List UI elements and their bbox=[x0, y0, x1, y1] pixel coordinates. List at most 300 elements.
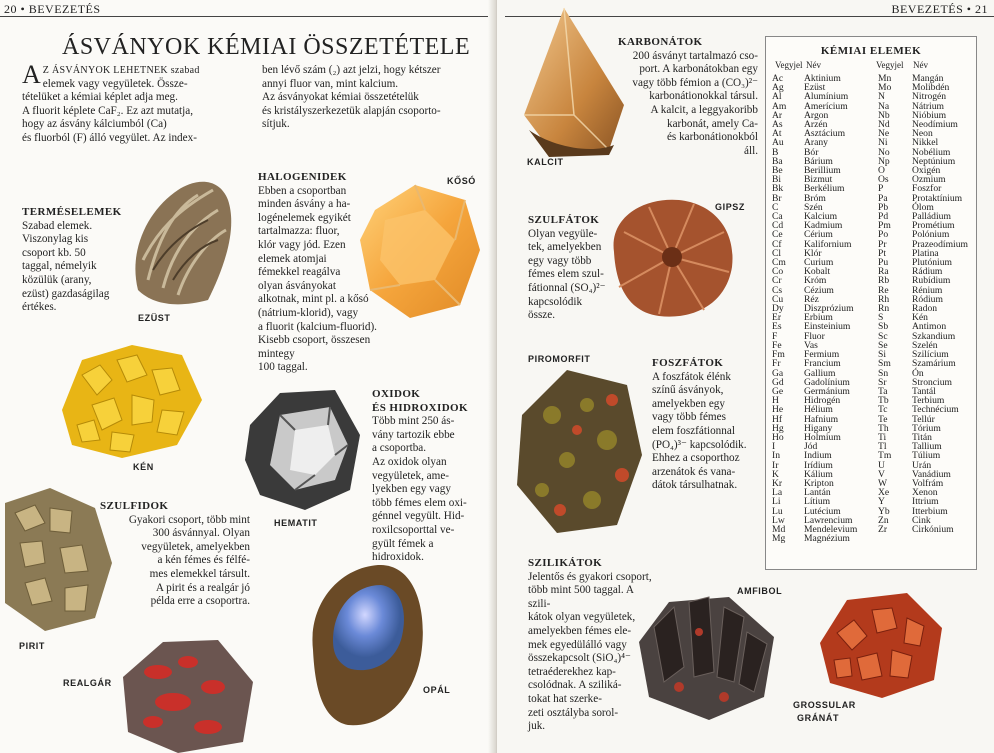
karbonatok-heading: KARBONÁTOK bbox=[618, 36, 703, 48]
label-ezust: EZÜST bbox=[138, 313, 171, 323]
element-name-line: Einsteinium bbox=[804, 321, 851, 333]
element-symbol-line: Sr bbox=[878, 376, 887, 388]
element-symbol-line: Mo bbox=[878, 82, 892, 94]
table-header-name-2: Név bbox=[913, 60, 928, 70]
element-symbol-line: Sc bbox=[878, 330, 888, 342]
element-name-line: Lítium bbox=[804, 496, 831, 508]
element-symbol-line: Yb bbox=[878, 505, 890, 517]
element-symbol-line: Au bbox=[772, 137, 784, 149]
foszfatok-heading: FOSZFÁTOK bbox=[652, 357, 724, 369]
kalcit-image bbox=[519, 5, 631, 160]
ezust-image bbox=[118, 170, 243, 310]
oxidok-line: gyült fémek a bbox=[372, 537, 434, 550]
element-symbol-line: Pu bbox=[878, 257, 889, 269]
element-symbol-line: Ga bbox=[772, 367, 784, 379]
element-symbol-line: Ba bbox=[772, 155, 783, 167]
element-name-line: Neodímium bbox=[912, 119, 958, 131]
element-symbol-line: Nd bbox=[878, 119, 890, 131]
element-name-line: Túlium bbox=[912, 450, 941, 462]
element-name-line: Vanádium bbox=[912, 468, 951, 480]
element-symbol-line: Tm bbox=[878, 450, 892, 462]
szilikatok-line: csolódnak. A sziliká- bbox=[528, 679, 622, 692]
element-name-line: Cink bbox=[912, 514, 931, 526]
element-symbol-line: Ar bbox=[772, 109, 783, 121]
element-symbol-line: Cr bbox=[772, 275, 782, 287]
element-name-line: Ón bbox=[912, 367, 924, 379]
element-name-line: Stroncium bbox=[912, 376, 952, 388]
szilikatok-line: összekapcsolt (SiO₄)⁴⁻ bbox=[528, 652, 631, 665]
element-symbol-line: Hg bbox=[772, 422, 784, 434]
table-col2-symbols bbox=[878, 74, 891, 534]
intro-col2-line: és kristályszerkezetük alapján csoporto- bbox=[262, 104, 441, 117]
element-name-line: Hafnium bbox=[804, 413, 839, 425]
element-symbol-line: Pa bbox=[878, 192, 888, 204]
karbonatok-line: vagy több fémion a (CO₃)²⁻ bbox=[632, 76, 758, 89]
element-name-line: Rénium bbox=[912, 284, 943, 296]
label-amfibol: AMFIBOL bbox=[737, 586, 783, 596]
element-symbol-line: Si bbox=[878, 349, 887, 361]
element-symbol-line: He bbox=[772, 404, 784, 416]
element-name-line: Gallium bbox=[804, 367, 836, 379]
element-symbol-line: Ta bbox=[878, 385, 888, 397]
szulfatok-line: Olyan vegyüle- bbox=[528, 227, 598, 240]
table-col1-names bbox=[804, 74, 857, 543]
oxidok-heading-1: OXIDOK bbox=[372, 388, 421, 400]
oxidok-line: több fémes elem oxi- bbox=[372, 496, 467, 509]
page-title: ÁSVÁNYOK KÉMIAI ÖSSZETÉTELE bbox=[62, 34, 471, 60]
karbonatok-line: A kalcit, a leggyakoribb bbox=[650, 103, 758, 116]
element-name-line: Fluor bbox=[804, 330, 825, 342]
element-name-line: Tantál bbox=[912, 385, 936, 397]
szilikatok-line: több mint 500 taggal. A szili- bbox=[528, 584, 634, 610]
element-symbol-line: Cl bbox=[772, 247, 782, 259]
element-symbol-line: Rh bbox=[878, 293, 890, 305]
oxidok-line: génnel vegyült. Hid- bbox=[372, 510, 465, 523]
intro-column-1 bbox=[22, 60, 250, 146]
koso-image bbox=[355, 180, 485, 320]
table-title: KÉMIAI ELEMEK bbox=[820, 45, 922, 57]
element-name-line: Kripton bbox=[804, 477, 834, 489]
szulfatok-line: kapcsolódik bbox=[528, 295, 583, 308]
intro-col2-line: sítjuk. bbox=[262, 118, 290, 131]
oxidok-line: a csoportba. bbox=[372, 442, 427, 455]
right-running-head: BEVEZETÉS • 21 bbox=[891, 2, 988, 16]
label-realgar: REALGÁR bbox=[63, 678, 112, 688]
element-symbol-line: Re bbox=[878, 284, 889, 296]
element-name-line: Titán bbox=[912, 431, 932, 443]
element-name-line: Bróm bbox=[804, 192, 826, 204]
element-name-line: Tallium bbox=[912, 441, 942, 453]
element-name-line: Bárium bbox=[804, 155, 833, 167]
halogenidek-line: fémekkel reagálva bbox=[258, 266, 341, 279]
element-symbol-line: Ag bbox=[772, 82, 784, 94]
element-symbol-line: Li bbox=[772, 496, 781, 508]
element-name-line: Asztácium bbox=[804, 128, 846, 140]
halogenidek-heading: HALOGENIDEK bbox=[258, 171, 347, 183]
element-name-line: Ozmium bbox=[912, 174, 946, 186]
oxidok-line: hidroxidok. bbox=[372, 551, 424, 564]
foszfatok-line: Ehhez a csoporthoz bbox=[652, 452, 740, 465]
element-symbol-line: Po bbox=[878, 229, 889, 241]
left-running-head: 20 • BEVEZETÉS bbox=[4, 2, 101, 16]
element-symbol-line: Fm bbox=[772, 349, 785, 361]
termeselemek-heading: TERMÉSELEMEK bbox=[22, 206, 122, 218]
element-name-line: Protaktínium bbox=[912, 192, 963, 204]
halogenidek-line: Ebben a csoportban bbox=[258, 184, 347, 197]
halogenidek-line: Kisebb csoport, összesen mintegy bbox=[258, 334, 371, 360]
element-symbol-line: As bbox=[772, 119, 783, 131]
element-symbol-line: N bbox=[878, 91, 885, 103]
element-symbol-line: Sm bbox=[878, 358, 891, 370]
element-symbol-line: Xe bbox=[878, 487, 890, 499]
element-name-line: Erbium bbox=[804, 312, 833, 324]
element-name-line: Kálium bbox=[804, 468, 833, 480]
element-name-line: Prométium bbox=[912, 220, 955, 232]
element-name-line: Platina bbox=[912, 247, 939, 259]
element-name-line: Alumínium bbox=[804, 91, 849, 103]
element-name-line: Nikkel bbox=[912, 137, 939, 149]
element-name-line: Szilícium bbox=[912, 349, 949, 361]
element-name-line: Antimon bbox=[912, 321, 947, 333]
hematit-image bbox=[240, 385, 365, 515]
label-grossular-2: GRÁNÁT bbox=[797, 713, 840, 723]
element-symbol-line: Rn bbox=[878, 303, 890, 315]
element-symbol-line: Pr bbox=[878, 238, 887, 250]
szulfidok-line: a kén fémes és félfé- bbox=[157, 554, 250, 567]
karbonatok-line: és karbonátionokból bbox=[666, 131, 758, 144]
element-name-line: Palládium bbox=[912, 211, 951, 223]
label-koso: KŐSÓ bbox=[447, 176, 476, 186]
left-head-rule bbox=[0, 16, 488, 17]
element-symbol-line: Th bbox=[878, 422, 889, 434]
intro-col1-line: A fluorit képlete CaF₂. Ez azt mutatja, bbox=[22, 104, 194, 117]
element-symbol-line: P bbox=[878, 183, 884, 195]
label-ken: KÉN bbox=[133, 462, 154, 472]
element-name-line: Argon bbox=[804, 109, 829, 121]
halogenidek-line: klór vagy jód. Ezen bbox=[258, 238, 346, 251]
halogenidek-line: elemek atomjai bbox=[258, 252, 327, 265]
element-symbol-line: Dy bbox=[772, 303, 784, 315]
szulfidok-line: Gyakori csoport, több mint bbox=[128, 513, 250, 526]
element-name-line: Szkandium bbox=[912, 330, 956, 342]
chemical-elements-table bbox=[765, 36, 977, 570]
oxidok-block bbox=[372, 388, 488, 565]
foszfatok-block bbox=[652, 357, 782, 493]
element-name-line: Nitrogén bbox=[912, 91, 947, 103]
element-name-line: Hidrogén bbox=[804, 395, 841, 407]
element-name-line: Berillium bbox=[804, 165, 841, 177]
szulfidok-block bbox=[100, 500, 250, 609]
element-symbol-line: At bbox=[772, 128, 782, 140]
element-name-line: Holmium bbox=[804, 431, 841, 443]
element-symbol-line: Am bbox=[772, 100, 787, 112]
halogenidek-line: minden ásvány a ha- bbox=[258, 198, 351, 211]
element-symbol-line: Os bbox=[878, 174, 889, 186]
element-symbol-line: V bbox=[878, 468, 885, 480]
foszfatok-line: (PO₄)³⁻ kapcsolódik. bbox=[652, 438, 747, 451]
element-symbol-line: Mn bbox=[878, 73, 892, 84]
element-name-line: Bizmut bbox=[804, 174, 833, 186]
element-name-line: Nátrium bbox=[912, 100, 944, 112]
element-symbol-line: U bbox=[878, 459, 885, 471]
element-name-line: Amerícium bbox=[804, 100, 848, 112]
termeselemek-line: értékes. bbox=[22, 301, 57, 314]
foszfatok-line: amelyekben egy bbox=[652, 397, 725, 410]
table-header-symbol-1: Vegyjel bbox=[775, 60, 803, 70]
element-symbol-line: In bbox=[772, 450, 780, 462]
foszfatok-line: színű ásványok, bbox=[652, 384, 724, 397]
element-name-line: Arzén bbox=[804, 119, 828, 131]
element-name-line: Germánium bbox=[804, 385, 850, 397]
element-name-line: Xenon bbox=[912, 487, 938, 499]
szulfidok-line: példa erre a csoportra. bbox=[150, 595, 250, 608]
pirit-image bbox=[0, 483, 115, 633]
element-name-line: Cirkónium bbox=[912, 523, 954, 535]
szulfatok-line: tek, amelyekben bbox=[528, 241, 602, 254]
element-symbol-line: Ni bbox=[878, 137, 888, 149]
element-symbol-line: Pd bbox=[878, 211, 889, 223]
karbonatok-line: karbonátionokkal társul. bbox=[649, 90, 758, 103]
element-name-line: Plutónium bbox=[912, 257, 952, 269]
element-name-line: Itterbium bbox=[912, 505, 948, 517]
element-symbol-line: Tl bbox=[878, 441, 887, 453]
realgar-image bbox=[118, 632, 258, 753]
element-name-line: Szén bbox=[804, 201, 823, 213]
element-symbol-line: Pm bbox=[878, 220, 891, 232]
element-symbol-line: Bi bbox=[772, 174, 782, 186]
element-name-line: Mangán bbox=[912, 73, 944, 84]
element-symbol-line: Ir bbox=[772, 459, 779, 471]
label-pirit: PIRIT bbox=[19, 641, 46, 651]
element-name-line: Curium bbox=[804, 257, 834, 269]
halogenidek-line: alkotnak, mint pl. a kősó bbox=[258, 293, 369, 306]
element-symbol-line: Zr bbox=[878, 523, 888, 535]
intro-col1-lines bbox=[22, 78, 250, 146]
szilikatok-line: mek egyedülálló vagy bbox=[528, 638, 627, 651]
element-name-line: Higany bbox=[804, 422, 833, 434]
element-name-line: Klór bbox=[804, 247, 822, 259]
szulfatok-line: egy vagy több bbox=[528, 254, 592, 267]
element-symbol-line: I bbox=[772, 441, 776, 453]
element-symbol-line: Be bbox=[772, 165, 783, 177]
element-symbol-line: Kr bbox=[772, 477, 783, 489]
element-symbol-line: Sn bbox=[878, 367, 889, 379]
element-symbol-line: Cf bbox=[772, 238, 782, 250]
element-symbol-line: Tb bbox=[878, 395, 889, 407]
halogenidek-line: (nátrium-klorid), vagy bbox=[258, 306, 359, 319]
grossular-image bbox=[812, 588, 947, 700]
oxidok-line: Több mint 250 ás- bbox=[372, 415, 455, 428]
element-symbol-line: Ac bbox=[772, 73, 784, 84]
element-symbol-line: Es bbox=[772, 321, 782, 333]
ken-image bbox=[52, 340, 207, 460]
szulfatok-line: fátionnal (SO₄)²⁻ bbox=[528, 281, 606, 294]
element-name-line: Magnézium bbox=[804, 533, 850, 545]
element-symbol-line: W bbox=[878, 477, 888, 489]
szilikatok-line: Jelentős és gyakori csoport, bbox=[528, 570, 652, 583]
element-name-line: Prazeodímium bbox=[912, 238, 968, 250]
element-name-line: Radon bbox=[912, 303, 938, 315]
element-name-line: Szelén bbox=[912, 339, 938, 351]
element-symbol-line: H bbox=[772, 395, 779, 407]
element-symbol-line: S bbox=[878, 312, 884, 324]
oxidok-line: roxilcsoporttal ve- bbox=[372, 523, 455, 536]
szulfatok-line: fémes elem szul- bbox=[528, 268, 604, 281]
element-symbol-line: Fr bbox=[772, 358, 781, 370]
foszfatok-line: A foszfátok élénk bbox=[652, 370, 731, 383]
szulfidok-heading: SZULFIDOK bbox=[100, 500, 169, 512]
szilikatok-line: juk. bbox=[528, 720, 546, 733]
karbonatok-line: port. A karbonátokban egy bbox=[639, 63, 758, 76]
termeselemek-line: ezüst) gazdaságilag bbox=[22, 287, 110, 300]
element-symbol-line: B bbox=[772, 146, 779, 158]
oxidok-line: vegyületek, ame- bbox=[372, 469, 450, 482]
element-symbol-line: Md bbox=[772, 523, 786, 535]
element-name-line: Ródium bbox=[912, 293, 943, 305]
element-symbol-line: Hf bbox=[772, 413, 783, 425]
label-grossular-1: GROSSULAR bbox=[793, 700, 856, 710]
element-symbol-line: Cs bbox=[772, 284, 783, 296]
element-name-line: Volfrám bbox=[912, 477, 944, 489]
element-name-line: Cérium bbox=[804, 229, 833, 241]
label-opal: OPÁL bbox=[423, 685, 451, 695]
element-name-line: Króm bbox=[804, 275, 827, 287]
element-symbol-line: Ti bbox=[878, 431, 887, 443]
element-symbol-line: La bbox=[772, 487, 783, 499]
termeselemek-line: csoport kb. 50 bbox=[22, 246, 86, 259]
intro-col2-line: Az ásványokat kémiai összetételük bbox=[262, 91, 419, 104]
table-col2-names bbox=[912, 74, 968, 534]
termeselemek-line: közülük (arany, bbox=[22, 273, 92, 286]
element-name-line: Kadmium bbox=[804, 220, 843, 232]
element-symbol-line: Tc bbox=[878, 404, 888, 416]
element-name-line: Diszprózium bbox=[804, 303, 854, 315]
element-symbol-line: Al bbox=[772, 91, 782, 103]
label-hematit: HEMATIT bbox=[274, 518, 318, 528]
element-symbol-line: Ho bbox=[772, 431, 784, 443]
karbonatok-line: áll. bbox=[744, 144, 758, 157]
element-name-line: Kén bbox=[912, 312, 928, 324]
dropcap: A bbox=[22, 60, 41, 89]
termeselemek-line: Szabad elemek. bbox=[22, 219, 93, 232]
label-piromorfit: PIROMORFIT bbox=[528, 354, 591, 364]
foszfatok-line: arzenátok és vana- bbox=[652, 465, 736, 478]
element-name-line: Oxigén bbox=[912, 165, 941, 177]
element-symbol-line: Rb bbox=[878, 275, 890, 287]
element-name-line: Technécium bbox=[912, 404, 959, 416]
element-name-line: Rubídium bbox=[912, 275, 951, 287]
halogenidek-line: a fluorit (kalcium-fluorid). bbox=[258, 320, 377, 333]
termeselemek-line: taggal, némelyik bbox=[22, 260, 97, 273]
element-symbol-line: Te bbox=[878, 413, 888, 425]
szilikatok-line: kátok olyan vegyületek, bbox=[528, 611, 636, 624]
element-name-line: Arany bbox=[804, 137, 828, 149]
element-name-line: Rádium bbox=[912, 266, 943, 278]
element-symbol-line: Se bbox=[878, 339, 888, 351]
element-symbol-line: Na bbox=[878, 100, 890, 112]
element-symbol-line: Fe bbox=[772, 339, 782, 351]
element-name-line: Hélium bbox=[804, 404, 833, 416]
oxidok-line: lyekben egy vagy bbox=[372, 483, 451, 496]
element-name-line: Irídium bbox=[804, 459, 833, 471]
halogenidek-line: tartalmazza: fluor, bbox=[258, 225, 340, 238]
element-symbol-line: Nb bbox=[878, 109, 890, 121]
element-name-line: Cézium bbox=[804, 284, 834, 296]
karbonatok-block bbox=[618, 36, 758, 158]
piromorfit-image bbox=[512, 365, 647, 535]
oxidok-line: Az oxidok olyan bbox=[372, 455, 447, 468]
oxidok-line: vány tartozik ebbe bbox=[372, 428, 455, 441]
element-symbol-line: F bbox=[772, 330, 778, 342]
element-symbol-line: No bbox=[878, 146, 890, 158]
element-name-line: Mendelevium bbox=[804, 523, 858, 535]
element-name-line: Urán bbox=[912, 459, 932, 471]
szulfidok-line: vegyületek, amelyekben bbox=[141, 540, 250, 553]
element-name-line: Nobélium bbox=[912, 146, 951, 158]
szulfatok-heading: SZULFÁTOK bbox=[528, 214, 600, 226]
element-symbol-line: Zn bbox=[878, 514, 889, 526]
element-symbol-line: Mg bbox=[772, 533, 786, 545]
szulfidok-line: mes elemekkel társult. bbox=[149, 567, 250, 580]
element-name-line: Gadolínium bbox=[804, 376, 850, 388]
element-symbol-line: C bbox=[772, 201, 779, 213]
element-name-line: Berkélium bbox=[804, 183, 845, 195]
intro-col1-line: hogy az ásvány kálciumból (Ca) bbox=[22, 118, 167, 131]
foszfatok-line: dátok társulhatnak. bbox=[652, 479, 738, 492]
label-gipsz: GIPSZ bbox=[715, 202, 746, 212]
intro-column-2 bbox=[262, 64, 488, 132]
szilikatok-line: tetraéderekhez kap- bbox=[528, 665, 616, 678]
element-name-line: Bór bbox=[804, 146, 819, 158]
intro-col2-line: annyi fluor van, mint kalcium. bbox=[262, 77, 399, 90]
szulfatok-line: össze. bbox=[528, 309, 556, 322]
element-name-line: Foszfor bbox=[912, 183, 942, 195]
element-symbol-line: Bk bbox=[772, 183, 784, 195]
element-name-line: Tellúr bbox=[912, 413, 935, 425]
element-name-line: Molibdén bbox=[912, 82, 950, 94]
element-symbol-line: Ra bbox=[878, 266, 889, 278]
element-symbol-line: Br bbox=[772, 192, 782, 204]
element-name-line: Ittrium bbox=[912, 496, 939, 508]
element-name-line: Kalifornium bbox=[804, 238, 852, 250]
intro-col1-line: és fluorból (F) álló vegyület. Az index- bbox=[22, 131, 197, 144]
element-name-line: Lantán bbox=[804, 487, 831, 499]
karbonatok-line: karbonát, amely Ca- bbox=[666, 117, 758, 130]
element-name-line: Indium bbox=[804, 450, 832, 462]
element-symbol-line: Er bbox=[772, 312, 782, 324]
element-name-line: Terbium bbox=[912, 395, 945, 407]
element-symbol-line: O bbox=[878, 165, 885, 177]
halogenidek-line: logénelemek egyikét bbox=[258, 211, 351, 224]
oxidok-heading-2: ÉS HIDROXIDOK bbox=[372, 401, 468, 414]
szilikatok-line: zeti osztályba sorol- bbox=[528, 706, 619, 719]
termeselemek-block bbox=[22, 206, 132, 315]
element-symbol-line: Cd bbox=[772, 220, 784, 232]
element-name-line: Kobalt bbox=[804, 266, 831, 278]
element-name-line: Jód bbox=[804, 441, 818, 453]
table-header-symbol-2: Vegyjel bbox=[876, 60, 904, 70]
element-name-line: Szamárium bbox=[912, 358, 956, 370]
element-symbol-line: Lw bbox=[772, 514, 785, 526]
element-name-line: Neon bbox=[912, 128, 933, 140]
intro-col2-line: ben lévő szám (₂) azt jelzi, hogy kétszer bbox=[262, 64, 441, 76]
element-name-line: Kalcium bbox=[804, 211, 838, 223]
element-symbol-line: Cm bbox=[772, 257, 786, 269]
label-kalcit: KALCIT bbox=[527, 157, 564, 167]
table-col1-symbols bbox=[772, 74, 786, 543]
element-name-line: Ólom bbox=[912, 201, 934, 213]
opal-image bbox=[303, 560, 428, 730]
